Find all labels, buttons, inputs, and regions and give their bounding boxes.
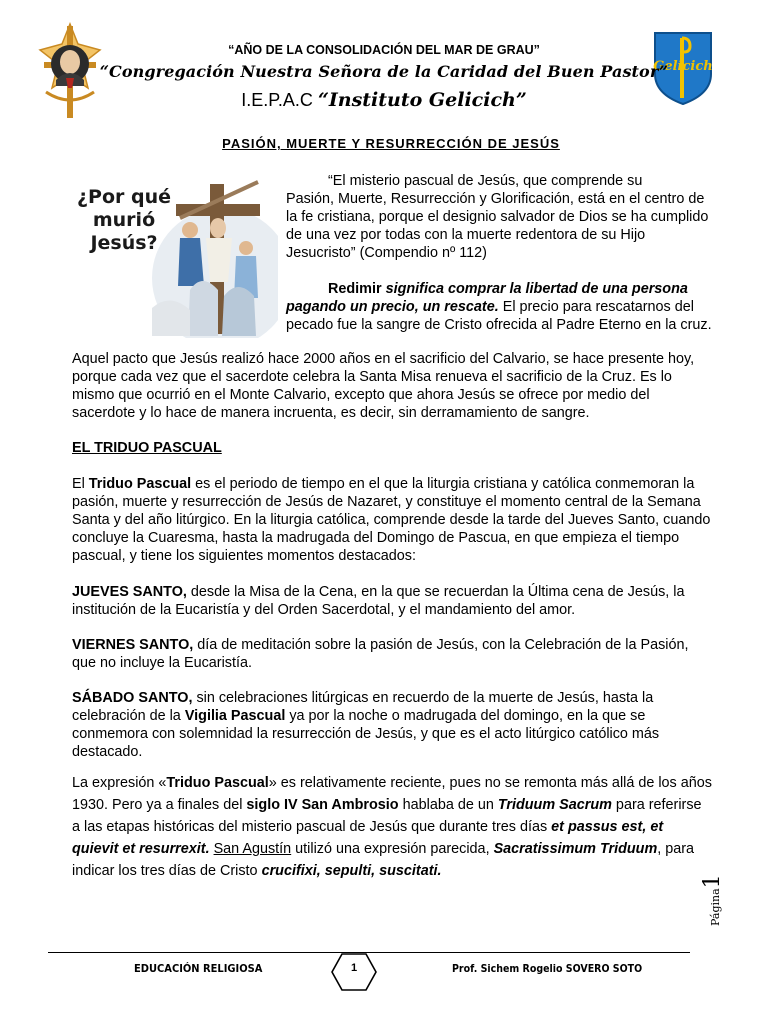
congregation-name: “Congregación Nuestra Señora de la Caridad del Buen Pastor” — [99, 62, 669, 81]
institute-name: “Instituto Gelicich” — [317, 89, 527, 111]
expr-triduum-sacrum: Triduum Sacrum — [497, 797, 612, 813]
expr-text: para referirse a las etapas históricas del misterio pascual de Jesús que durante tres días — [72, 797, 702, 835]
sabado-label: SÁBADO SANTO, — [72, 690, 193, 706]
page-number-large: 1 — [700, 874, 725, 889]
jueves-santo-paragraph — [72, 583, 712, 619]
section-heading: EL TRIDUO PASCUAL — [72, 440, 222, 456]
crest-text: Gelicich — [653, 59, 713, 74]
expr-term: Triduo Pascual — [166, 775, 269, 791]
quote-first-line: “El misterio pascual de Jesús, que comprende su — [328, 173, 643, 189]
footer-page-number: 1 — [350, 962, 358, 974]
intro-text: es el periodo de tiempo en el que la liturgia cristiana y católica conmemoran la pasión, muerte y resurrección de Jesús de Nazaret, y constituye el momento central de la Semana Santa y del año litúrgico. En la liturgia católica, comprende desde la tarde del Jueves Santo, cuando concluye la Cuaresma, hasta la madrugada del Domingo de Pascua, en que empieza el tiempo pascual, y tiene los siguientes momentos destacados: — [72, 476, 711, 564]
sabado-text: ya por la noche o madrugada del domingo, en la que se conmemora con solemnidad la resurrección de Jesús, y que es el acto litúrgico católico más destacado. — [72, 708, 660, 760]
expr-latin-1: et passus est, et quievit et resurrexit. — [72, 819, 664, 857]
expr-text: » es relativamente reciente, pues no se remonta más allá de los años 1930. Pero ya a finales del — [72, 775, 712, 813]
expr-siglo: siglo IV San Ambrosio — [246, 797, 399, 813]
sabado-text: sin celebraciones litúrgicas en recuerdo de la muerte de Jesús, hasta la celebración de la — [72, 690, 654, 724]
jueves-label: JUEVES SANTO, — [72, 584, 187, 600]
san-agustin-link[interactable]: San Agustín — [213, 841, 292, 857]
redimir-rest: El precio para rescatarnos del pecado fue la sangre de Cristo ofrecida al Padre Eterno en la cruz. — [286, 299, 712, 333]
jueves-text: desde la Misa de la Cena, en la que se recuerdan la Última cena de Jesús, la institución de la Eucaristía y del Orden Sacerdotal, y el mandamiento del amor. — [72, 584, 685, 618]
document-title: PASIÓN, MUERTE Y RESURRECCIÓN DE JESÚS — [222, 136, 560, 151]
viernes-santo-paragraph — [72, 636, 712, 672]
intro-text: El — [72, 476, 89, 492]
institute-line — [0, 89, 768, 111]
picture-question-line: Jesús? — [90, 232, 158, 254]
crucifixion-illustration — [72, 178, 278, 338]
picture-question — [72, 186, 176, 255]
expr-text: hablaba de un — [398, 797, 498, 813]
picture-question-line: murió — [92, 209, 156, 231]
expr-sacratissimum: Sacratissimum Triduum — [493, 841, 658, 857]
redimir-word: Redimir — [328, 281, 382, 297]
footer-subject: EDUCACIÓN RELIGIOSA — [134, 962, 263, 975]
calvario-paragraph: Aquel pacto que Jesús realizó hace 2000 años en el sacrificio del Calvario, se hace presente hoy, porque cada vez que el sacerdote celebra la Santa Misa renueva el sacrificio de la Cruz. Es lo mismo que ocurrió en el Monte Calvario, excepto que ahora Jesús se ofrece por medio del sacerdote y lo hace de manera incruenta, es decir, sin derramamiento de sangre. — [72, 351, 695, 421]
redimir-paragraph — [286, 280, 716, 334]
side-page-number — [700, 846, 724, 926]
expr-latin-2: crucifixi, sepulti, suscitati. — [261, 863, 442, 879]
sabado-santo-paragraph — [72, 689, 712, 761]
triduo-term: Triduo Pascual — [88, 476, 192, 492]
redimir-definition: significa comprar la libertad de una persona pagando un precio, un rescate. — [286, 281, 688, 315]
triduo-intro-paragraph — [72, 475, 712, 565]
vigilia-term: Vigilia Pascual — [184, 708, 286, 724]
footer-teacher: Prof. Sichem Rogelio SOVERO SOTO — [452, 962, 643, 975]
viernes-label: VIERNES SANTO, — [72, 637, 194, 653]
year-motto: “AÑO DE LA CONSOLIDACIÓN DEL MAR DE GRAU” — [228, 43, 540, 57]
page-label: Página — [709, 888, 722, 926]
compendium-quote — [286, 172, 716, 262]
viernes-text: día de meditación sobre la pasión de Jesús, con la Celebración de la Pasión, que no incluye la Eucaristía. — [72, 637, 689, 671]
expression-paragraph — [72, 772, 712, 882]
institute-prefix: I.E.P.A.C — [241, 90, 318, 110]
expr-text: , para indicar los tres días de Cristo — [72, 841, 695, 879]
picture-question-line: ¿Por qué — [77, 186, 171, 208]
expr-text: La expresión « — [72, 775, 167, 791]
expr-text: utilizó una expresión parecida, — [291, 841, 494, 857]
quote-rest: Pasión, Muerte, Resurrección y Glorificación, está en el centro de la fe cristiana, porque el designio salvador de Dios se ha cumplido de una vez por todas con la muerte redentora de su Hijo Jesucristo” (Compendio nº 112) — [286, 191, 709, 261]
